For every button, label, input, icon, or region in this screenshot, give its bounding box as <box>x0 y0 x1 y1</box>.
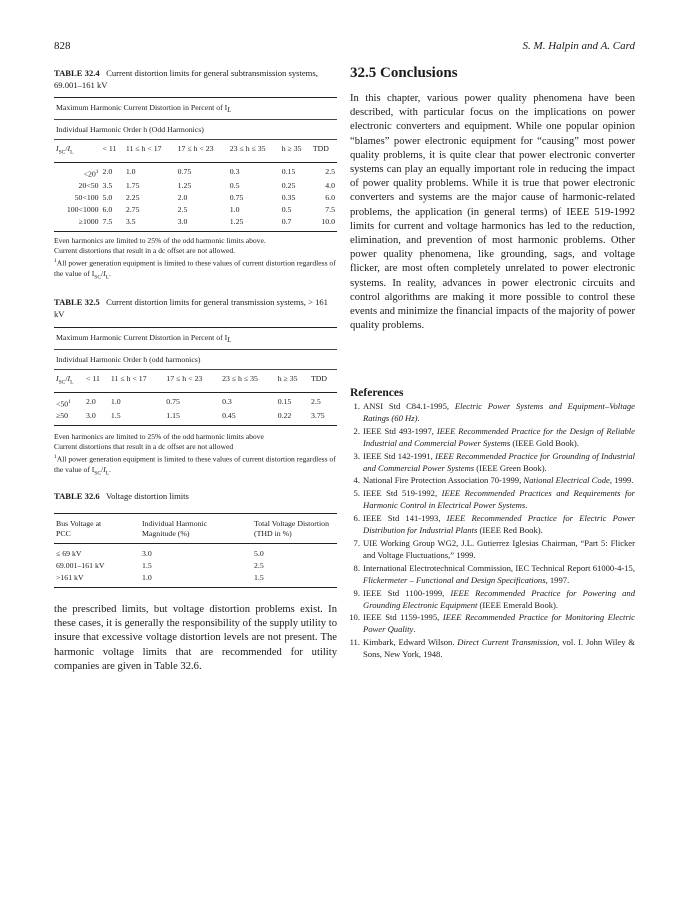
table-row: 100<1000 6.0 2.75 2.5 1.0 0.5 7.5 <box>66 205 335 215</box>
reference-item: 2. IEEE Std 493-1997, IEEE Recommended Practice for the Design of Reliable Industrial and Commercial Power Systems (IEEE Gold Book). <box>353 425 635 448</box>
reference-item: 1. ANSI Std C84.1-1995, Electric Power Systems and Equipment–Voltage Ratings (60 Hz). <box>353 401 635 423</box>
order-header: Individual Harmonic Order h (Odd Harmonics) <box>56 125 204 134</box>
section-heading: 32.5 Conclusions <box>350 65 458 81</box>
data-table <box>54 513 337 588</box>
table-caption: TABLE 32.5 Current distortion limits for general transmission systems, > 161 kV <box>54 297 328 319</box>
reference-item: 8. International Electrotechnical Commission, IEC Technical Report 61000-4-15, Flickermeter – Functional and Design Specifications, 1997. <box>353 562 635 585</box>
reference-item: 4. National Fire Protection Association 70-1999, National Electrical Code, 1999. <box>353 475 634 486</box>
table-row: 20<50 3.5 1.75 1.25 0.5 0.25 4.0 <box>78 181 335 191</box>
column-header-row: $I_{SC}/I_L$ < 11 11 ≤ h < 17 17 ≤ h < 23 23 ≤ h ≤ 35 h ≥ 35 TDD <box>54 370 337 393</box>
page-number: 828 <box>54 40 71 52</box>
reference-item: 11. Kimbark, Edward Wilson. Direct Current Transmission, vol. I. John Wiley & Sons, New York, 1948. <box>349 637 635 660</box>
references-heading: References <box>350 387 404 399</box>
reference-item: 6. IEEE Std 141-1993, IEEE Recommended Practice for Electric Power Distribution for Industrial Plants (IEEE Red Book). <box>353 513 636 536</box>
table-caption: TABLE 32.4 Current distortion limits for general subtransmission systems, 69.001–161 kV <box>54 68 318 90</box>
table-row: $<50^1$ 2.0 1.0 0.75 0.3 0.15 2.5 <box>56 396 321 409</box>
running-head-authors: S. M. Halpin and A. Card <box>522 40 635 52</box>
span-header: Maximum Harmonic Current Distortion in Percent of IL <box>56 333 232 344</box>
table-row: ≤ 69 kV 3.0 5.0 <box>56 548 264 558</box>
table-32-5 <box>54 297 337 478</box>
reference-item: 9. IEEE Std 1100-1999, IEEE Recommended Practice for Powering and Grounding Electronic Equipment (IEEE Emerald Book). <box>353 587 635 610</box>
table-32-4 <box>54 68 337 282</box>
table-row: ≥50 3.0 1.5 1.15 0.45 0.22 3.75 <box>54 410 337 426</box>
references-section <box>350 387 635 662</box>
reference-item: 7. UIE Working Group WG2, J.L. Gutierrez Iglesias Chairman, “Part 5: Flicker and Voltage Fluctuations,” 1999. <box>353 537 635 560</box>
reference-item: 5. IEEE Std 519-1992, IEEE Recommended Practices and Requirements for Harmonic Control in Electrical Power Systems. <box>353 488 635 511</box>
table-caption: TABLE 32.6 Voltage distortion limits <box>54 491 189 501</box>
reference-list <box>350 401 635 661</box>
conclusions-section <box>350 65 635 333</box>
reference-item: 10. IEEE Std 1159-1995, IEEE Recommended Practice for Monitoring Electric Power Quality. <box>349 612 635 635</box>
conclusions-paragraph: In this chapter, various power quality phenomena have been described, with particular focus on the implications on power electronic converters and equipment. While one popular opinion “blames” power electronic equipment for “causing” most power quality problems, it is quite clear that power electronic converter systems can play an equally important role in reducing the impact of power quality problems. While it is true that power electronic converters and systems are the major cause of harmonic-related problems, the application (in general terms) of IEEE 519-1992 limits for current and voltage harmonics has led to the reduction, elimination, and prevention of most harmonic problems. Other power quality phenomena, like grounding, sags, and voltage flicker, are most often completely unrelated to power electronic systems. In reality, advances in power electronic circuits and control algorithms are making it more possible to control these events and minimize the financial impacts of the majority of power quality problems. <box>350 93 635 332</box>
data-table <box>54 97 337 232</box>
reference-item: 3. IEEE Std 142-1991, IEEE Recommended Practice for Grounding of Industrial and Commercial Power Systems (IEEE Green Book). <box>353 450 636 473</box>
span-header: Maximum Harmonic Current Distortion in Percent of IL <box>56 103 232 114</box>
table-row: 69.001–161 kV 1.5 2.5 <box>56 560 264 570</box>
column-header-row: Bus Voltage at PCC Individual Harmonic Magnitude (%) Total Voltage Distortion (THD in %) <box>54 513 337 543</box>
table-notes: Even harmonics are limited to 25% of the odd harmonic limits above Current distortions that result in a dc offset are not allowed $^1$All power generation equipment is limited to these values of current distortion regardless of the value of $I_{SC}/I_L$. <box>54 432 336 477</box>
table-row: >161 kV 1.0 1.5 <box>54 572 337 588</box>
table-row: 50<100 5.0 2.25 2.0 0.75 0.35 6.0 <box>74 193 335 203</box>
table-row: ≥1000 7.5 3.5 3.0 1.25 0.7 10.0 <box>54 216 337 232</box>
column-header-row: $I_{SC}/I_L$ < 11 11 ≤ h < 17 17 ≤ h < 23 23 ≤ h ≤ 35 h ≥ 35 TDD <box>54 140 337 163</box>
order-header: Individual Harmonic Order h (odd harmonics) <box>56 355 201 364</box>
table-row: $<20^1$ 2.0 1.0 0.75 0.3 0.15 2.5 <box>83 166 335 179</box>
table-notes: Even harmonics are limited to 25% of the odd harmonic limits above. Current distortions that result in a dc offset are not allowed. $^1$All power generation equipment is limited to these values of current distortion regardless of the value of $I_{SC}/I_L$. <box>54 236 336 281</box>
body-paragraph: the prescribed limits, but voltage distortion problems exist. In these cases, it is generally the responsibility of the supply utility to insure that excessive voltage distortion levels are not present. The harmonic voltage limits that are recommended for utility companies are given in Table 32.6. <box>54 604 337 672</box>
data-table <box>54 327 337 426</box>
table-32-6 <box>54 491 337 588</box>
